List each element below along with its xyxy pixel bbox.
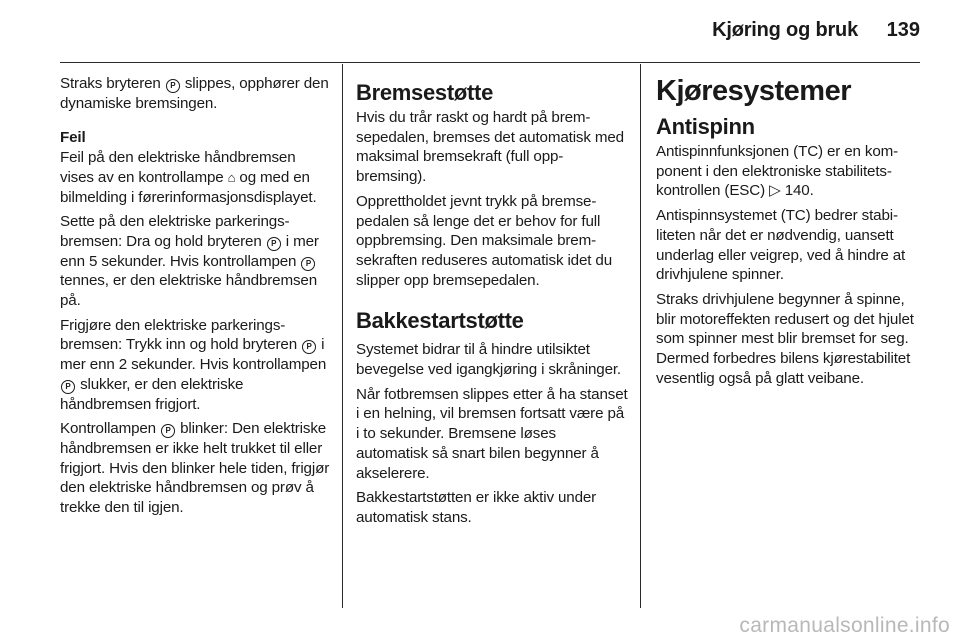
watermark: carmanualsonline.info — [739, 614, 950, 637]
column-3 — [656, 74, 924, 393]
paragraph-lamp-blinks: Kontrollampen P blinker: Den elektriske håndbremsen er ikke helt trukket til eller frigjort. Hvis den blinker hele tiden, frigjør den elektriske håndbremsen og prøv å trekke den til igjen. — [60, 420, 330, 517]
paragraph-hill-start-2: Når fotbremsen slippes etter å ha stanset i en helning, vil bremsen fortsatt være på i to sekunder. Bremsene løses automatisk så snart bilen begynner å akselerere. — [356, 385, 628, 482]
column-2 — [356, 80, 628, 533]
paragraph-traction-1: Antispinnfunksjonen (TC) er en komponent i den elektroniske stabilitetskontrollen (ESC) ▷ 140. — [656, 143, 899, 200]
page-reference-icon: ▷ — [769, 182, 781, 200]
column-1 — [60, 74, 332, 523]
heading-antispinn: Antispinn — [656, 114, 755, 139]
warning-lamp-icon: ⌂ — [227, 169, 236, 185]
paragraph-fault: Feil på den elektriske håndbremsen vises av en kontrollampe ⌂ og med en bilmelding i førerinformasjonsdisplayet. — [60, 149, 317, 206]
heading-bakkestartstotte: Bakkestartstøtte — [356, 308, 524, 334]
section-title: Kjøring og bruk — [712, 19, 858, 41]
paragraph-release-brake: Frigjøre den elektriske parkeringsbremsen: Trykk inn og hold bryteren P i mer enn 2 sekunder. Hvis kontrollampen P slukker, er den elektriske håndbremsen frigjort. — [60, 316, 327, 413]
page-header — [60, 0, 920, 63]
paragraph-brake-assist-2: Opprettholdet jevnt trykk på bremsepedalen så lenge det er behov for full oppbremsing. Den maksimale bremsekraften reduseres automatisk idet du slipper opp bremsepedalen. — [356, 192, 613, 289]
parking-brake-icon: P — [302, 340, 316, 354]
parking-brake-icon: P — [301, 257, 315, 271]
heading-kjoresystemer: Kjøresystemer — [656, 75, 851, 107]
paragraph-brake-assist-1: Hvis du trår raskt og hardt på bremsepedalen, bremses det automatisk med maksimal bremsekraft (full oppbremsing). — [356, 109, 624, 186]
subheading-feil: Feil — [60, 129, 86, 147]
paragraph-traction-2: Antispinnsystemet (TC) bedrer stabiliteten når det er nødvendig, uansett underlag eller veigrep, ved å hindre at drivhjulene spinner. — [656, 207, 906, 284]
paragraph-hill-start-3: Bakkestartstøtten er ikke aktiv under automatisk stans. — [356, 489, 597, 526]
paragraph-traction-3: Straks drivhjulene begynner å spinne, blir motoreffekten redusert og det hjulet som spinner mest blir bremset for seg. Dermed forbedres bilens kjørestabilitet vesentlig også på glatt veibane. — [656, 290, 914, 387]
column-divider-2 — [640, 64, 641, 608]
paragraph-apply-brake: Sette på den elektriske parkeringsbremsen: Dra og hold bryteren P i mer enn 5 sekunder. Hvis kontrollampen P tennes, er den elektriske håndbremsen på. — [60, 213, 319, 310]
parking-brake-icon: P — [161, 424, 175, 438]
paragraph-hill-start-1: Systemet bidrar til å hindre utilsiktet bevegelse ved igangkjøring i skråninger. — [356, 341, 622, 379]
paragraph-dynamic-braking: Straks bryteren P slippes, opphører den dynamiske bremsingen. — [60, 75, 329, 112]
page-reference[interactable]: 140 — [784, 182, 810, 200]
parking-brake-icon: P — [166, 79, 180, 93]
column-divider-1 — [342, 64, 343, 608]
heading-bremsestotte: Bremsestøtte — [356, 80, 494, 105]
page-number: 139 — [886, 19, 920, 41]
parking-brake-icon: P — [61, 380, 75, 394]
parking-brake-icon: P — [267, 237, 281, 251]
